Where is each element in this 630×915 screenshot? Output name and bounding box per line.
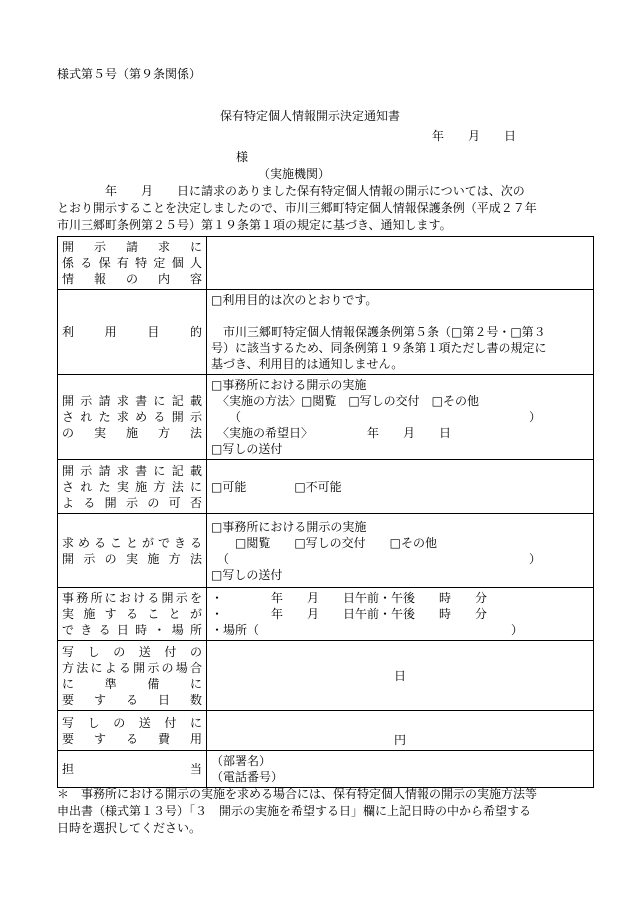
issue-date: 年 月 日 [432, 129, 517, 143]
addressee-label: 様 [236, 150, 249, 164]
footnote [57, 786, 587, 837]
row-label-copy-cost: 写しの送付に 要する費用 [58, 711, 207, 751]
footnote-line: ＊ 事務所における開示の実施を求める場合には、保有特定個人情報の開示の実施方法等 [57, 787, 538, 801]
row-value-prep-days: 日 [207, 641, 594, 711]
intro-line: とおり開示することを決定しましたので、市川三郷町特定個人情報保護条例（平成２７年 [57, 201, 537, 215]
form-number: 様式第５号（第９条関係） [57, 67, 202, 81]
table-row [58, 290, 594, 375]
table-row [58, 514, 594, 588]
row-value-date-place: ・ 年 月 日午前・午後 時 分 ・ 年 月 日午前・午後 時 分 ・場所（ ） [207, 588, 594, 641]
row-label-date-place: 事務所における開示を 実施することが できる日時・場所 [58, 588, 207, 641]
row-label-request-content: 開示請求に 係る保有特定個人 情報の内容 [58, 237, 207, 290]
table-row [58, 588, 594, 641]
table-row [58, 751, 594, 788]
table-row [58, 641, 594, 711]
row-label-requested-method: 開示請求書に記載 された求める開示 の実施方法 [58, 375, 207, 460]
row-label-feasibility: 開示請求書に記載 された実施方法に よる開示の可否 [58, 460, 207, 514]
table-row [58, 375, 594, 460]
footnote-line: 日時を選択してください。 [57, 821, 202, 835]
row-label-purpose: 利用目的 [58, 290, 207, 375]
row-value-contact: （部署名） （電話番号） [207, 751, 594, 788]
row-label-available-method: 求めることができる 開示の実施方法 [58, 514, 207, 588]
row-value-requested-method: □事務所における開示の実施 〈実施の方法〉□閲覧 □写しの交付 □その他 （ ） 〈実施の希望日〉 年 月 日 □写しの送付 [207, 375, 594, 460]
intro-line: 市川三郷町条例第２５号）第１９条第１項の規定に基づき、通知します。 [57, 218, 452, 232]
intro-line: 年 月 日に請求のありました保有特定個人情報の開示については、次の [57, 184, 525, 198]
agency-label: （実施機関） [258, 167, 331, 181]
footnote-line: 申出書（様式第１３号）「３ 開示の実施を希望する日」欄に上記日時の中から希望する [57, 804, 532, 818]
row-value-feasibility: □可能 □不可能 [207, 460, 594, 514]
table-row [58, 460, 594, 514]
row-value-copy-cost: 円 [207, 711, 594, 751]
row-value-request-content [207, 237, 594, 290]
row-label-prep-days: 写しの送付の 方法による開示の場合 に準備に 要する日数 [58, 641, 207, 711]
intro-paragraph [57, 183, 585, 234]
row-value-available-method: □事務所における開示の実施 □閲覧 □写しの交付 □その他 （ ） □写しの送付 [207, 514, 594, 588]
table-row [58, 237, 594, 290]
table-row [58, 711, 594, 751]
notice-table [57, 236, 594, 788]
row-value-purpose: □利用目的は次のとおりです。 市川三郷町特定個人情報保護条例第５条（□第２号・□第３ 号）に該当するため、同条例第１９条第１項ただし書の規定に 基づき、利用目的は通知しません。 [207, 290, 594, 375]
row-label-contact: 担当 [58, 751, 207, 788]
document-title: 保有特定個人情報開示決定通知書 [220, 109, 401, 123]
